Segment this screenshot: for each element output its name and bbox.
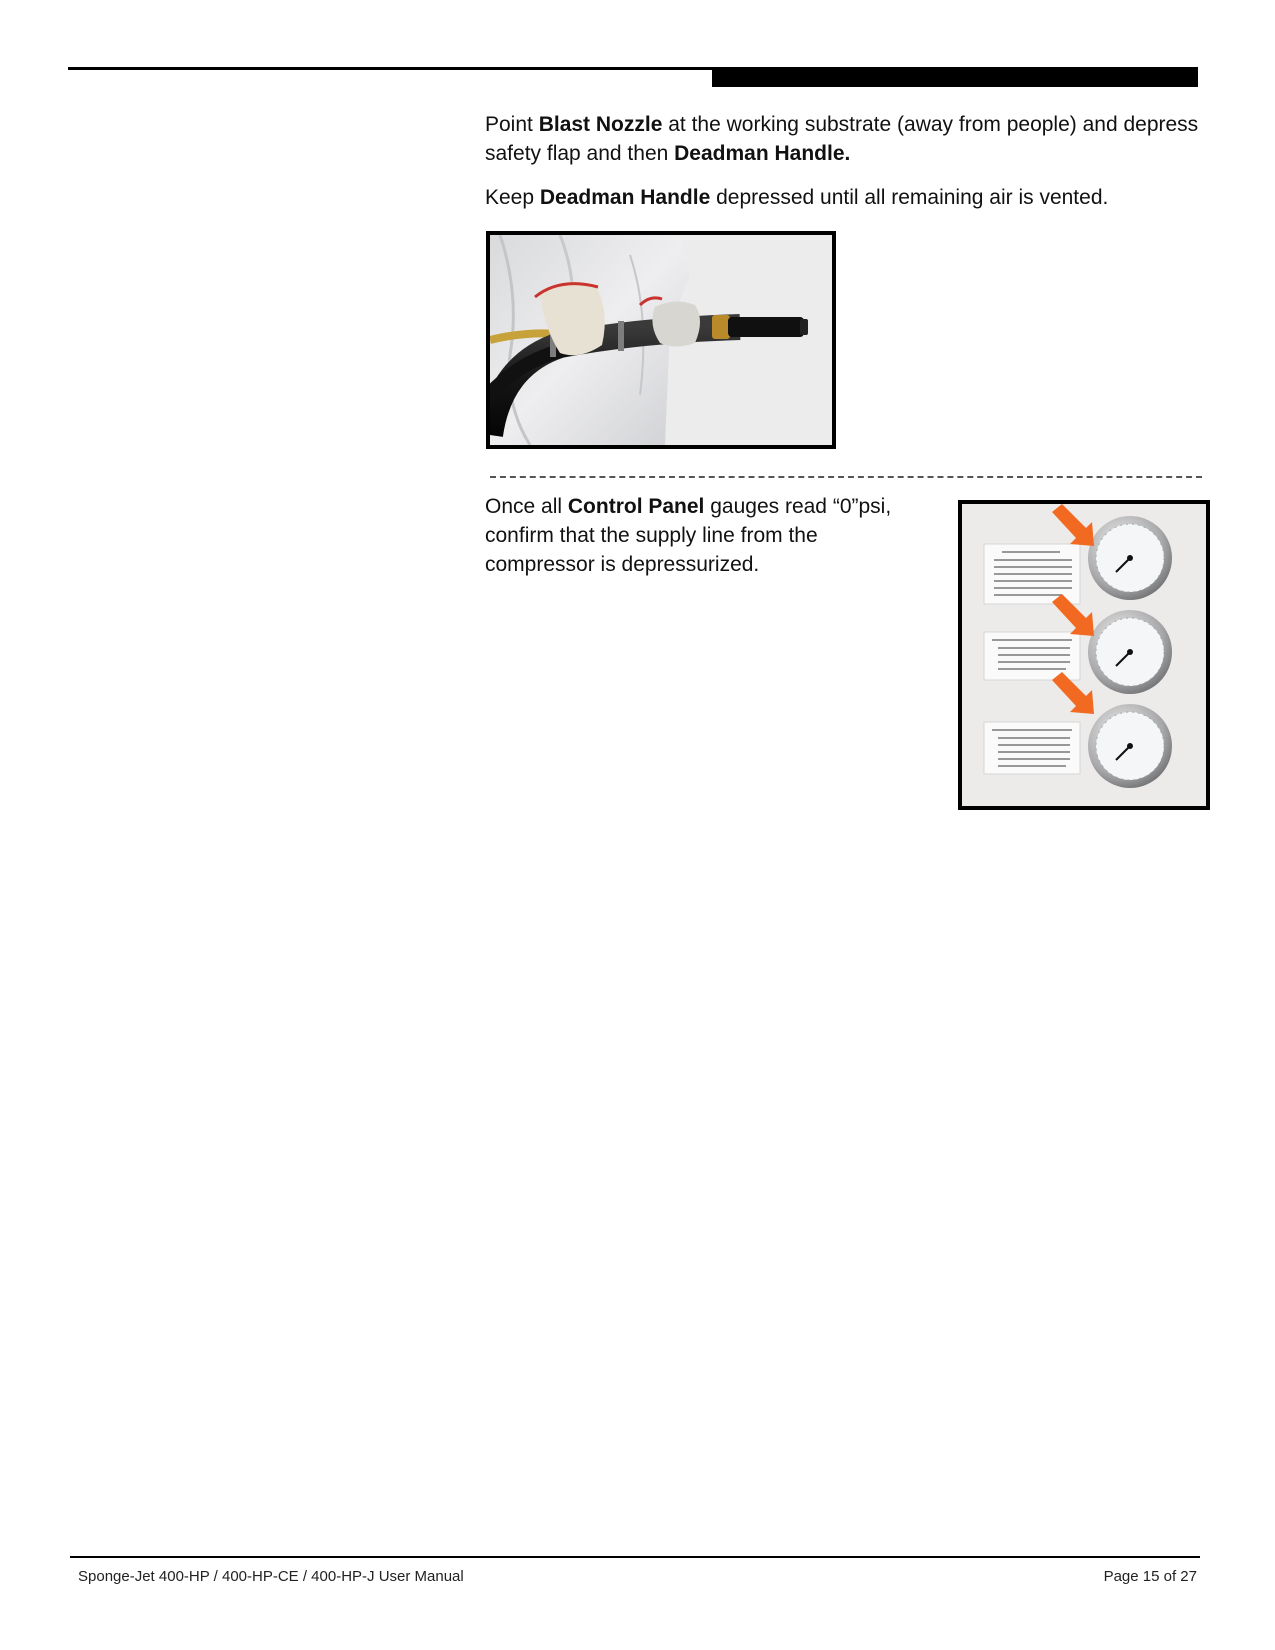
bold-term-deadman-handle: Deadman Handle (539, 186, 711, 209)
bold-term-control-panel: Control Panel (567, 495, 705, 518)
gauge-line-pressure (1088, 516, 1172, 600)
text-run: Once all (485, 495, 568, 518)
footer-rule (70, 1556, 1200, 1558)
nozzle-handle-illustration (490, 235, 832, 445)
control-panel-gauges-photo (958, 500, 1210, 810)
text-run: depressed until all remaining air is vented. (710, 186, 1109, 209)
text-run: at the working substrate (away from people) and depress safety flap and then (485, 113, 1199, 165)
text-run: Point (485, 113, 539, 136)
section-divider (490, 476, 1202, 478)
bold-term-blast-nozzle: Blast Nozzle (538, 113, 663, 136)
control-panel-illustration (962, 504, 1206, 806)
footer-page-number: Page 15 of 27 (1103, 1568, 1197, 1585)
nozzle-handle-photo (486, 231, 836, 449)
bold-term-deadman-handle: Deadman Handle. (674, 142, 851, 165)
header-bar (712, 67, 1198, 87)
instruction-confirm-depressurized (485, 492, 905, 579)
instruction-keep-depressed (485, 183, 1205, 212)
gauge-media-feed (1088, 704, 1172, 788)
instruction-point-nozzle (485, 110, 1205, 168)
footer-manual-title: Sponge-Jet 400-HP / 400-HP-CE / 400-HP-J User Manual (78, 1568, 464, 1585)
gauge-blast-pressure (1088, 610, 1172, 694)
text-run: gauges read “0”psi, confirm that the supply line from the compressor is depressurized. (485, 495, 892, 576)
text-run: Keep (485, 186, 540, 209)
